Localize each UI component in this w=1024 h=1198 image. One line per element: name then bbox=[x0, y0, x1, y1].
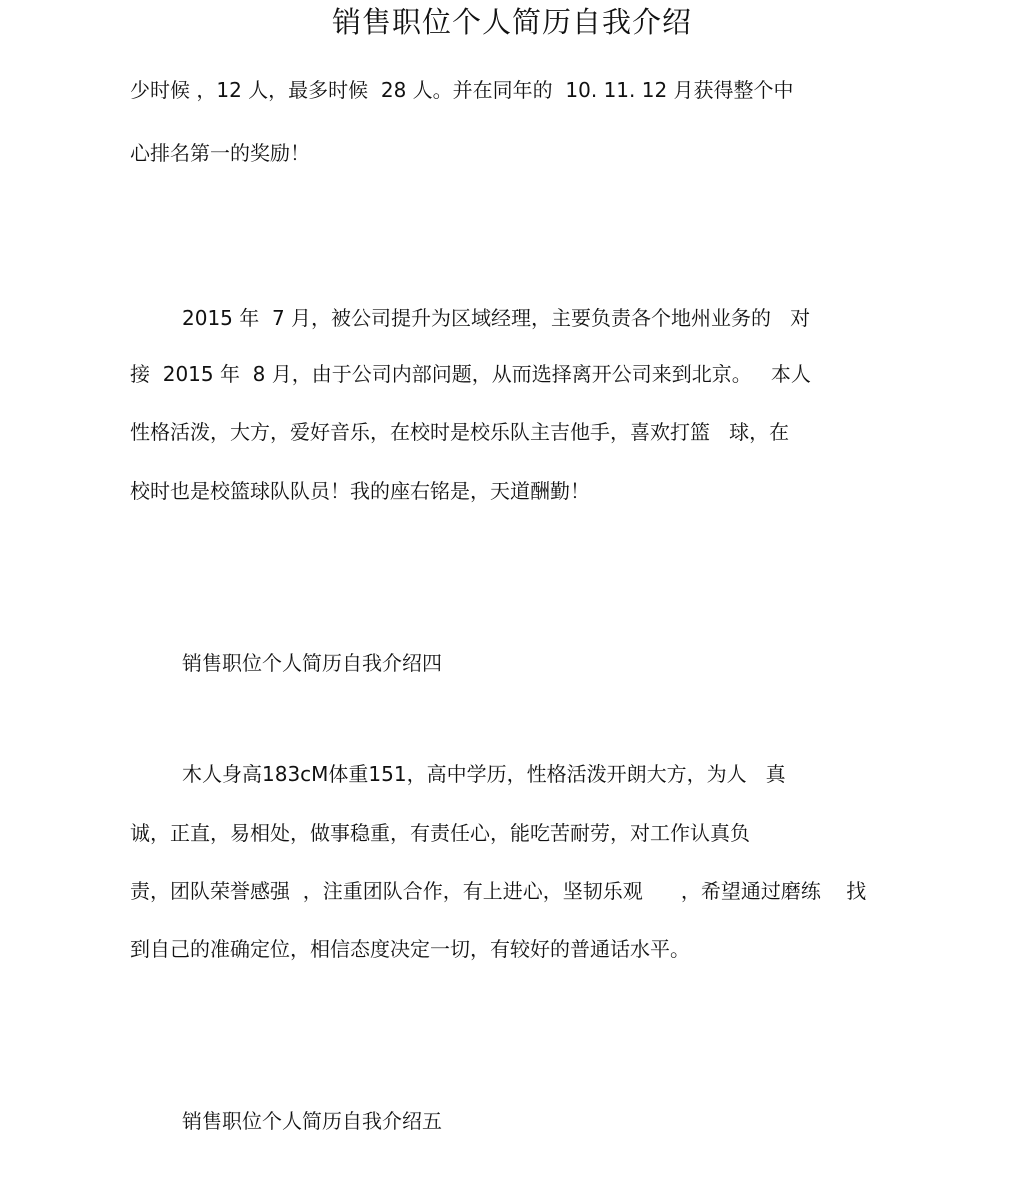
paragraph-line: 2015 年 7 月，被公司提升为区域经理，主要负责各个地州业务的 对 bbox=[182, 306, 811, 330]
paragraph-line: 木人身高183cM体重151，高中学历，性格活泼开朗大方，为人 真 bbox=[182, 762, 786, 786]
paragraph-line: 性格活泼，大方，爱好音乐，在校时是校乐队主吉他手，喜欢打篮 球，在 bbox=[130, 420, 790, 444]
paragraph-line: 到自己的准确定位，相信态度决定一切，有较好的普通话水平。 bbox=[130, 937, 690, 961]
paragraph-line: 心排名第一的奖励！ bbox=[130, 141, 310, 165]
paragraph-line: 少时候 ，12 人，最多时候 28 人。并在同年的 10. 11. 12 月获得整个中 bbox=[130, 78, 794, 102]
paragraph-line: 校时也是校篮球队队员！我的座右铭是，天道酬勤！ bbox=[130, 479, 590, 503]
paragraph-line: 诚，正直，易相处，做事稳重，有责任心，能吃苦耐劳，对工作认真负 bbox=[130, 821, 750, 845]
section-heading: 销售职位个人简历自我介绍四 bbox=[182, 651, 442, 675]
paragraph-line: 责，团队荣誉感强 ，注重团队合作，有上进心，坚韧乐观 ，希望通过磨练 找 bbox=[130, 879, 867, 903]
paragraph-line: 接 2015 年 8 月，由于公司内部问题，从而选择离开公司来到北京。 本人 bbox=[130, 362, 811, 386]
page-title: 销售职位个人简历自我介绍 bbox=[331, 5, 692, 39]
section-heading: 销售职位个人简历自我介绍五 bbox=[182, 1109, 442, 1133]
